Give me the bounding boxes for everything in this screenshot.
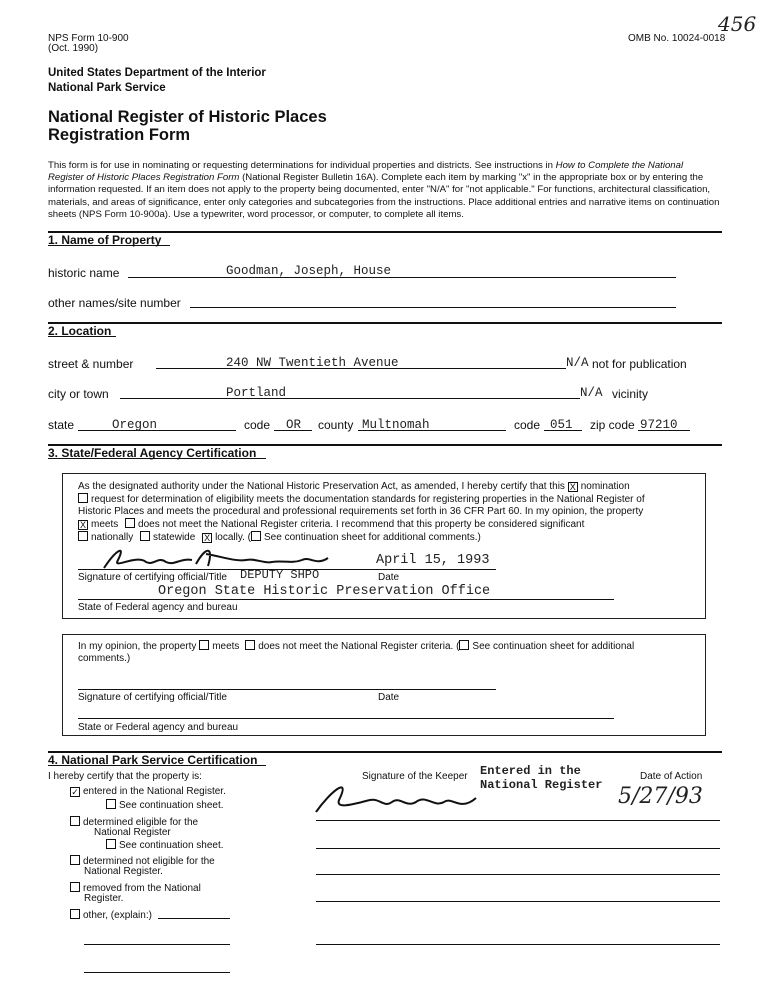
does-not-meet-checkbox[interactable] [125,518,135,528]
eligible-option: determined eligible for the [70,816,198,828]
opinion-agency-label: State or Federal agency and bureau [78,722,239,733]
eligible-continuation: See continuation sheet. [106,839,224,851]
opinion-agency-line [78,718,614,719]
opinion-signature-label: Signature of certifying official/Title [78,692,227,703]
other-names-label: other names/site number [48,296,181,310]
keeper-intro: I hereby certify that the property is: [48,771,202,782]
nomination-checkbox[interactable]: X [569,482,576,492]
removed-option: removed from the National [70,882,201,894]
state-label: state [48,418,75,432]
county-code-label: code [514,418,541,432]
not-eligible-checkbox[interactable] [70,855,80,865]
county-code-field[interactable]: 051 [550,418,573,432]
vicinity-value[interactable]: N/A [580,386,603,400]
opinion-line-1: In my opinion, the property meets does not meet the National Register criteria. ( See continuation sheet for additional [78,641,635,652]
cert-line-5: nationally statewide X locally. ( See continuation sheet for additional comments.) [78,531,481,543]
street-label: street & number [48,357,134,371]
not-for-publication-value[interactable]: N/A [566,356,589,370]
cert-line-4: X meets does not meet the National Register criteria. I recommend that this property be considered significant [79,519,585,530]
keeper-label: Signature of the Keeper [362,771,468,782]
intro-paragraph: This form is for use in nominating or requesting determinations for individual properties and districts. See instructions in How to Complete the National Register of Historic Places Registration Form (National Register Bulletin 16A). Complete each item by marking "x" in the appropriate box or by entering the information requested. If an item does not apply to the property being documented, enter "N/A" for "not applicable." For functions, architectural classification, materials, and areas of significance, enter only categories and subcategories from the instructions. Place additional entries and narrative items on continuation sheets (NPS Form 10-900a). Use a typewriter, word processor, or computer, to complete all items. [48,160,720,220]
opinion-not-meets-checkbox[interactable] [245,640,255,650]
street-field[interactable]: 240 NW Twentieth Avenue [226,356,399,370]
date-action-label: Date of Action [640,771,703,782]
date-label: Date [378,572,400,583]
cert-line-3: Historic Places and meets the procedural and professional requirements set forth in 36 CFR Part 60. In my opinion, the property [78,506,644,517]
heading-underline [48,765,266,766]
not-eligible-option: determined not eligible for the [70,855,215,867]
keeper-line [316,820,720,821]
signature-title[interactable]: DEPUTY SHPO [240,568,320,582]
keeper-line [316,901,720,902]
other-line [84,944,230,945]
department: United States Department of the Interior [48,67,266,79]
request-checkbox[interactable] [78,493,88,503]
certification-date[interactable]: April 15, 1993 [376,553,490,568]
page-title: National Register of Historic Places [48,108,327,126]
heading-underline [48,336,116,337]
historic-name-line [128,277,676,278]
other-line [158,918,230,919]
county-label: county [318,418,354,432]
heading-underline [48,245,170,246]
other-names-line [190,307,676,308]
nationally-checkbox[interactable] [78,531,88,541]
opinion-date-label: Date [378,692,400,703]
opinion-comments: comments.) [78,653,131,664]
entered-option: ✓ entered in the National Register. [71,786,226,797]
agency-field[interactable]: Oregon State Historic Preservation Office [158,584,491,599]
city-line [120,398,580,399]
cert-line-2: request for determination of eligibility meets the documentation standards for registering properties in the National Register of [78,493,645,505]
section4-heading: 4. National Park Service Certification [48,753,258,767]
entered-continuation: See continuation sheet. [106,799,224,811]
state-field[interactable]: Oregon [112,418,158,432]
date-of-action[interactable]: 5/27/93 [618,784,703,809]
agency-line [78,599,614,600]
meets-checkbox[interactable]: X [79,520,86,530]
keeper-line [316,944,720,945]
historic-name-label: historic name [48,266,120,280]
signature-label: Signature of certifying official/Title [78,572,227,583]
section2-heading: 2. Location [48,324,112,338]
section3-heading: 3. State/Federal Agency Certification [48,446,257,460]
omb-number: OMB No. 10024-0018 [628,33,726,44]
form-number: NPS Form 10-900 [48,33,129,44]
state-code-field[interactable]: OR [286,418,302,432]
section-divider [48,322,722,324]
state-code-label: code [244,418,271,432]
county-field[interactable]: Multnomah [362,418,430,432]
service: National Park Service [48,82,166,94]
not-for-publication-label: not for publication [592,357,687,371]
entered-continuation-checkbox[interactable] [106,799,116,809]
not-eligible-option-2: National Register. [84,866,163,877]
removed-option-2: Register. [84,893,124,904]
zip-label: zip code [590,418,635,432]
entered-stamp: Entered in the National Register [480,764,603,792]
eligible-option-2: National Register [94,827,171,838]
keeper-line [316,848,720,849]
historic-name-field[interactable]: Goodman, Joseph, House [226,264,392,278]
other-checkbox[interactable] [70,909,80,919]
city-field[interactable]: Portland [226,386,287,400]
keeper-line [316,874,720,875]
other-option: other, (explain:) [70,909,152,921]
keeper-signature-image [310,772,490,820]
eligible-checkbox[interactable] [70,816,80,826]
cert-line-1: As the designated authority under the National Historic Preservation Act, as amended, I hereby certify that this X nomination [78,481,630,492]
entered-checkbox[interactable]: ✓ [71,787,79,797]
locally-checkbox[interactable]: X [204,533,211,543]
agency-label: State of Federal agency and bureau [78,602,238,613]
opinion-continuation-checkbox[interactable] [459,640,469,650]
other-line [84,972,230,973]
section1-heading: 1. Name of Property [48,233,162,247]
form-date: (Oct. 1990) [48,43,99,54]
page-subtitle: Registration Form [48,126,191,144]
city-label: city or town [48,387,109,401]
eligible-continuation-checkbox[interactable] [106,839,116,849]
vicinity-label: vicinity [612,387,649,401]
handwritten-number: 456 [718,12,757,36]
heading-underline [48,458,266,459]
opinion-meets-checkbox[interactable] [199,640,209,650]
opinion-signature-line [78,689,496,690]
zip-field[interactable]: 97210 [640,418,678,432]
removed-checkbox[interactable] [70,882,80,892]
